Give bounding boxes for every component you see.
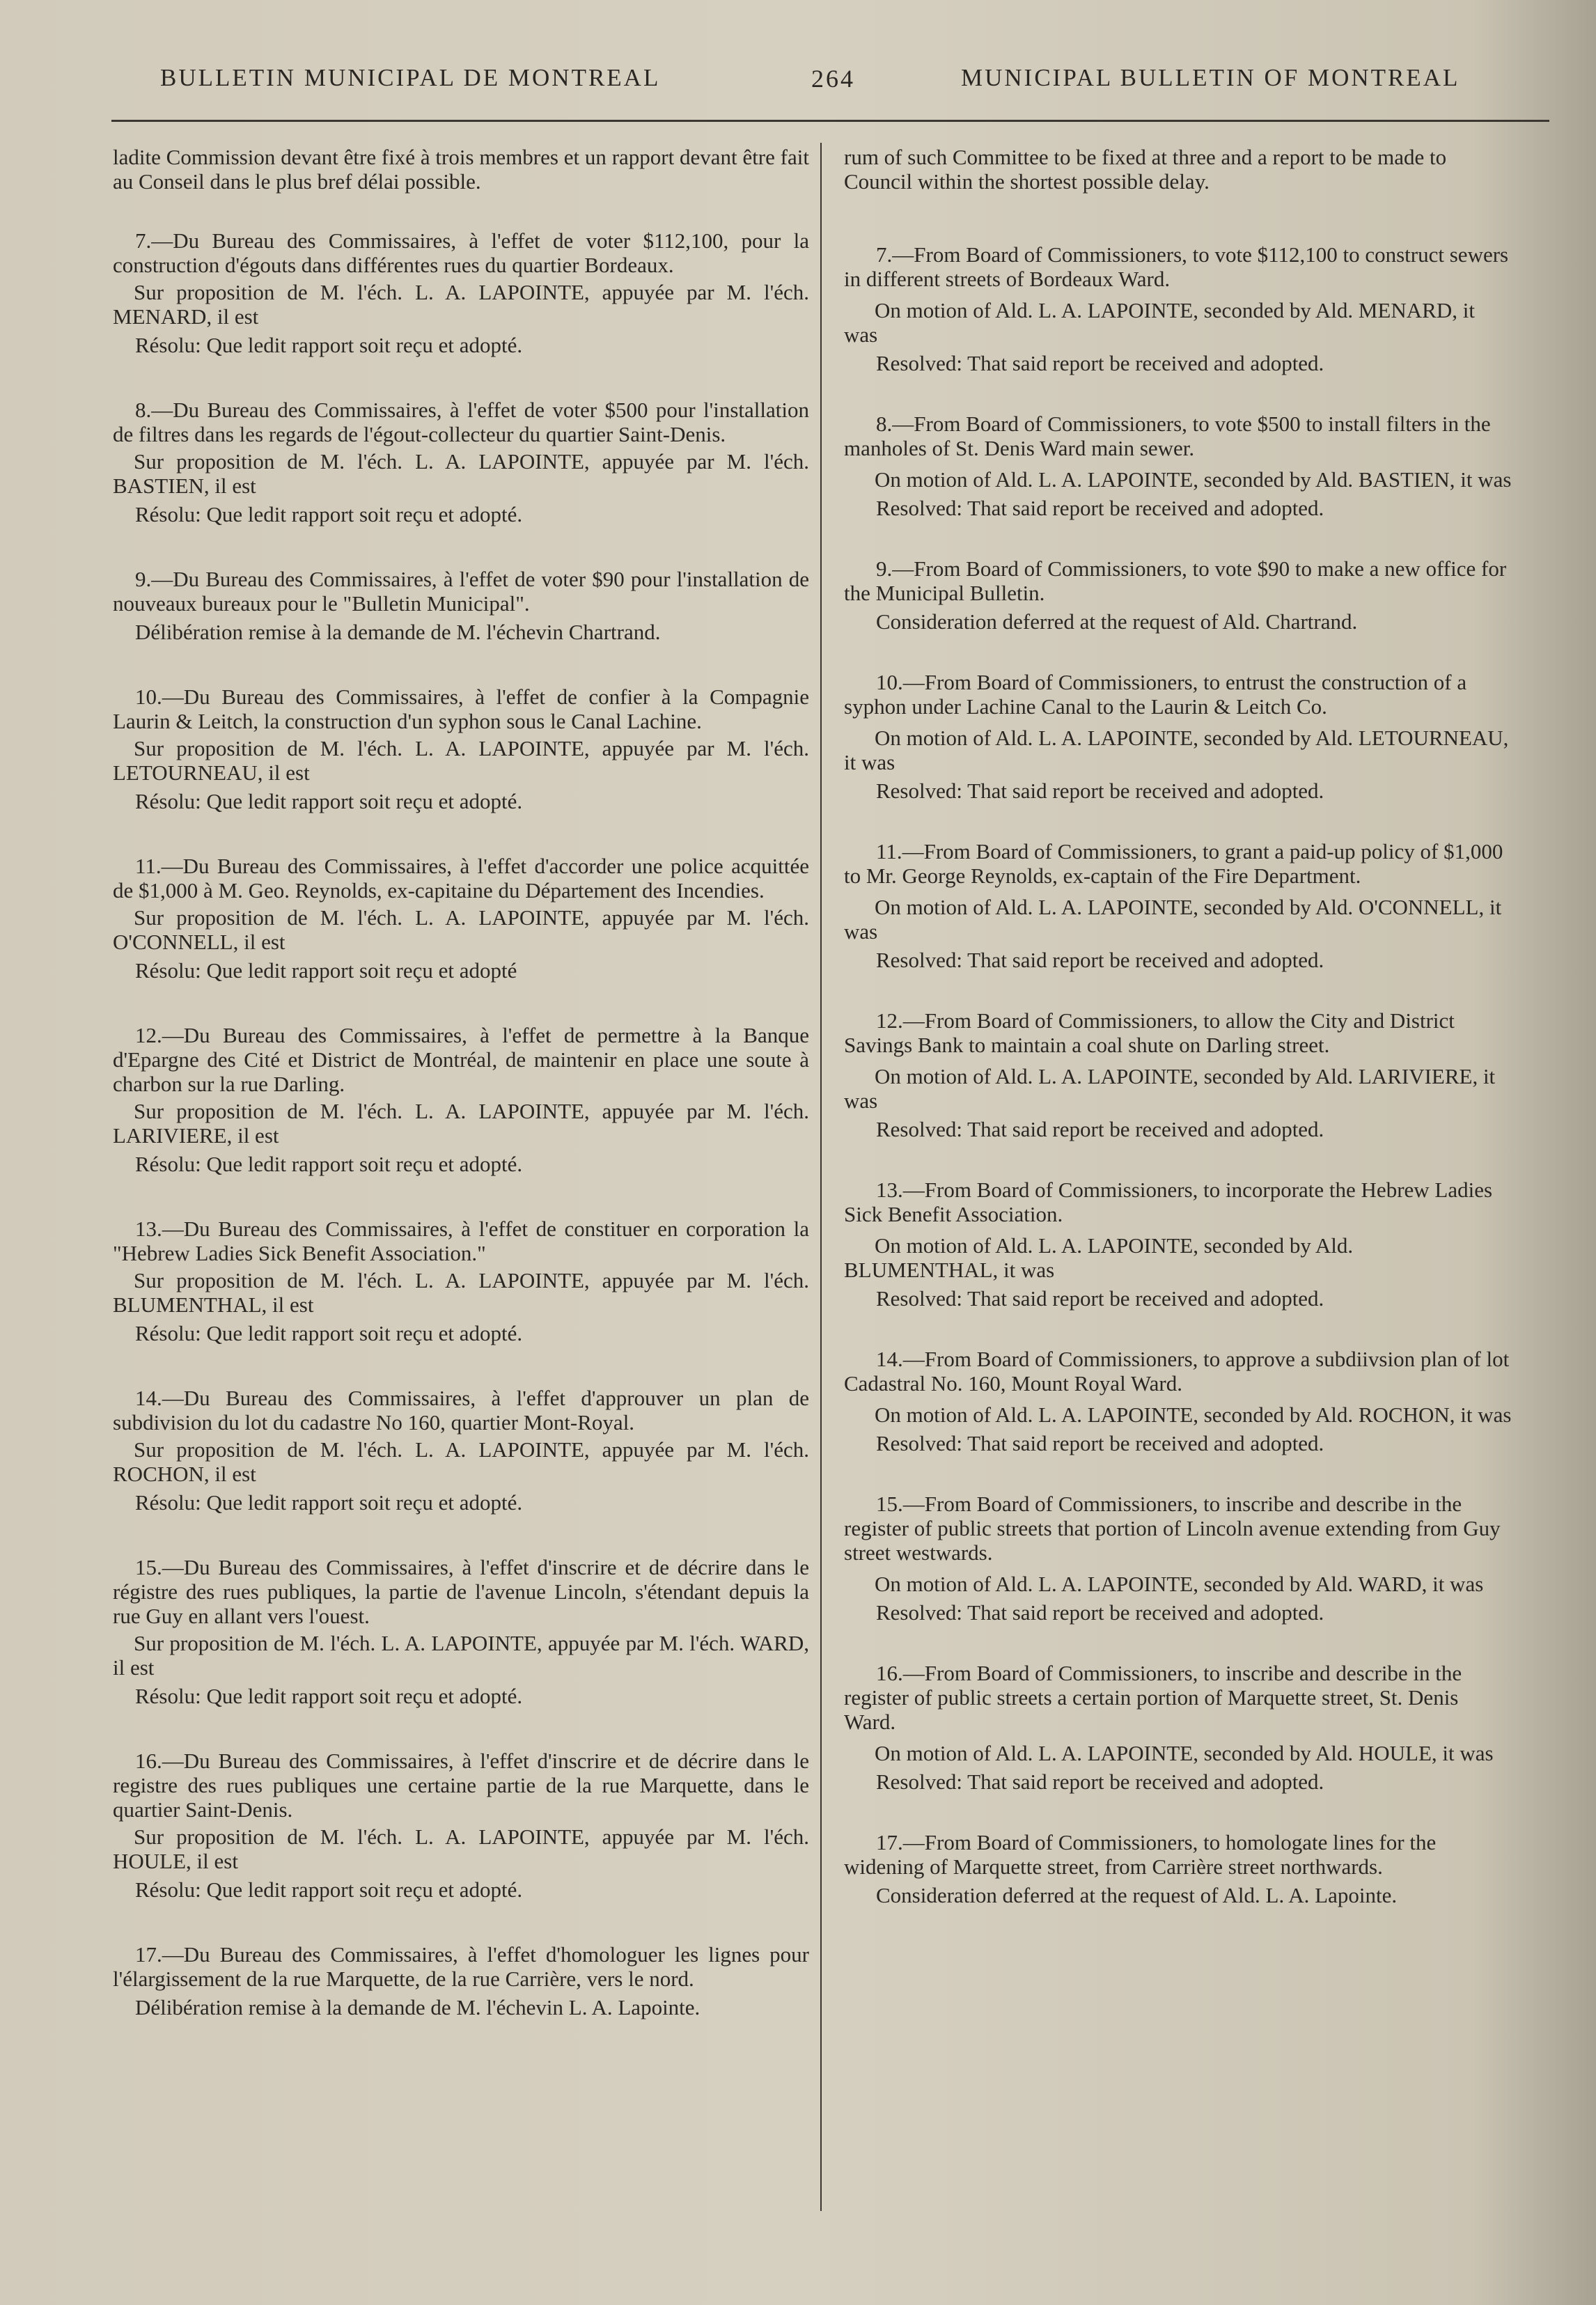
column-divider	[820, 143, 822, 2211]
item-resolution: Resolved: That said report be received and adopted.	[876, 1117, 1324, 1141]
item-motion: On motion of Ald. L. A. LAPOINTE, seconded by Ald. LETOURNEAU, it was	[844, 726, 1509, 774]
item-deferral: Consideration deferred at the request of Ald. L. A. Lapointe.	[876, 1883, 1398, 1907]
item-motion: On motion of Ald. L. A. LAPOINTE, seconded by Ald. WARD, it was	[875, 1572, 1484, 1596]
item-motion: On motion of Ald. L. A. LAPOINTE, seconded by Ald. LARIVIERE, it was	[844, 1064, 1496, 1113]
item-description: 13.—From Board of Commissioners, to incorporate the Hebrew Ladies Sick Benefit Association.	[844, 1178, 1493, 1226]
item-description: 8.—From Board of Commissioners, to vote $500 to install filters in the manholes of St. Denis Ward main sewer.	[844, 412, 1491, 460]
item-resolution: Résolu: Que ledit rapport soit reçu et adopté.	[135, 333, 523, 357]
item-description: 11.—Du Bureau des Commissaires, à l'effet d'accorder une police acquittée de $1,000 à M. Geo. Reynolds, ex-capitaine du Département des Incendies.	[113, 854, 809, 903]
french-resolution-item	[113, 398, 809, 526]
item-resolution: Resolved: That said report be received and adopted.	[876, 1769, 1324, 1794]
item-resolution: Resolved: That said report be received and adopted.	[876, 948, 1324, 972]
item-description: 16.—From Board of Commissioners, to inscribe and describe in the register of public streets a certain portion of Marquette street, St. Denis Ward.	[844, 1661, 1462, 1734]
item-motion: Sur proposition de M. l'éch. L. A. LAPOINTE, appuyée par M. l'éch. LARIVIERE, il est	[113, 1099, 809, 1148]
english-intro-text: rum of such Committee to be fixed at three and a report to be made to Council within the shortest possible delay.	[844, 145, 1447, 194]
french-column	[113, 145, 809, 2060]
english-resolution-item	[844, 1492, 1512, 1625]
english-resolution-item	[844, 1347, 1512, 1455]
item-description: 7.—Du Bureau des Commissaires, à l'effet de voter $112,100, pour la construction d'égouts dans différentes rues du quartier Bordeaux.	[113, 228, 809, 277]
item-description: 9.—Du Bureau des Commissaires, à l'effet de voter $90 pour l'installation de nouveaux bureaux pour le "Bulletin Municipal".	[113, 567, 809, 616]
item-resolution: Résolu: Que ledit rapport soit reçu et adopté.	[135, 789, 523, 813]
english-resolution-item	[844, 839, 1512, 972]
french-resolution-item	[113, 228, 809, 357]
item-motion: On motion of Ald. L. A. LAPOINTE, seconded by Ald. HOULE, it was	[875, 1741, 1494, 1765]
item-resolution: Resolved: That said report be received and adopted.	[876, 1286, 1324, 1311]
item-resolution: Résolu: Que ledit rapport soit reçu et adopté.	[135, 1490, 523, 1515]
item-resolution: Résolu: Que ledit rapport soit reçu et adopté.	[135, 1684, 523, 1708]
item-motion: On motion of Ald. L. A. LAPOINTE, seconded by Ald. ROCHON, it was	[875, 1402, 1512, 1427]
item-description: 12.—From Board of Commissioners, to allow the City and District Savings Bank to maintain a coal shute on Darling street.	[844, 1008, 1455, 1057]
item-resolution: Résolu: Que ledit rapport soit reçu et adopté.	[135, 502, 523, 526]
item-motion: On motion of Ald. L. A. LAPOINTE, seconded by Ald. MENARD, it was	[844, 298, 1475, 347]
french-resolution-item	[113, 567, 809, 644]
item-description: 17.—From Board of Commissioners, to homologate lines for the widening of Marquette street, from Carrière street northwards.	[844, 1830, 1437, 1879]
english-column	[844, 145, 1512, 1944]
english-resolution-item	[844, 556, 1512, 634]
item-resolution: Résolu: Que ledit rapport soit reçu et adopté.	[135, 1152, 523, 1176]
item-resolution: Resolved: That said report be received and adopted.	[876, 1600, 1324, 1625]
french-resolution-item	[113, 685, 809, 813]
english-resolution-item	[844, 1178, 1512, 1311]
item-motion: Sur proposition de M. l'éch. L. A. LAPOINTE, appuyée par M. l'éch. BASTIEN, il est	[113, 449, 809, 498]
item-resolution: Résolu: Que ledit rapport soit reçu et adopté.	[135, 1321, 523, 1345]
item-description: 10.—Du Bureau des Commissaires, à l'effet de confier à la Compagnie Laurin & Leitch, la construction d'un syphon sous le Canal Lachine.	[113, 685, 809, 733]
item-resolution: Resolved: That said report be received and adopted.	[876, 779, 1324, 803]
header-title-english: MUNICIPAL BULLETIN OF MONTREAL	[961, 64, 1460, 91]
item-motion: On motion of Ald. L. A. LAPOINTE, seconded by Ald. BLUMENTHAL, it was	[844, 1233, 1354, 1282]
item-motion: Sur proposition de M. l'éch. L. A. LAPOINTE, appuyée par M. l'éch. HOULE, il est	[113, 1825, 809, 1873]
french-intro	[113, 145, 809, 194]
french-resolution-item	[113, 854, 809, 983]
french-resolution-item	[113, 1386, 809, 1515]
item-description: 15.—Du Bureau des Commissaires, à l'effet d'inscrire et de décrire dans le régistre des rues publiques, la partie de l'avenue Lincoln, s'étendant depuis la rue Guy en allant vers l'ouest.	[113, 1555, 809, 1628]
item-description: 12.—Du Bureau des Commissaires, à l'effet de permettre à la Banque d'Epargne des Cité et District de Montréal, de maintenir en place une soute à charbon sur la rue Darling.	[113, 1023, 809, 1096]
item-description: 17.—Du Bureau des Commissaires, à l'effet d'homologuer les lignes pour l'élargissement de la rue Marquette, de la rue Carrière, vers le nord.	[113, 1942, 809, 1991]
item-deferral: Délibération remise à la demande de M. l'échevin L. A. Lapointe.	[135, 1995, 701, 2019]
page-header	[160, 64, 1504, 106]
english-resolution-item	[844, 670, 1512, 803]
english-resolution-item	[844, 1661, 1512, 1794]
french-intro-text: ladite Commission devant être fixé à trois membres et un rapport devant être fait au Conseil dans le plus bref délai possible.	[113, 145, 809, 194]
header-title-french: BULLETIN MUNICIPAL DE MONTREAL	[160, 64, 661, 91]
item-description: 11.—From Board of Commissioners, to grant a paid-up policy of $1,000 to Mr. George Reynolds, ex-captain of the Fire Department.	[844, 839, 1503, 888]
item-description: 14.—From Board of Commissioners, to approve a subdiivsion plan of lot Cadastral No. 160, Mount Royal Ward.	[844, 1347, 1510, 1396]
item-motion: Sur proposition de M. l'éch. L. A. LAPOINTE, appuyée par M. l'éch. WARD, il est	[113, 1631, 809, 1680]
item-description: 7.—From Board of Commissioners, to vote $112,100 to construct sewers in different streets of Bordeaux Ward.	[844, 242, 1509, 291]
item-description: 8.—Du Bureau des Commissaires, à l'effet de voter $500 pour l'installation de filtres dans les regards de l'égout-collecteur du quartier Saint-Denis.	[113, 398, 809, 446]
item-motion: On motion of Ald. L. A. LAPOINTE, seconded by Ald. BASTIEN, it was	[875, 467, 1512, 492]
english-intro	[844, 145, 1512, 194]
item-description: 15.—From Board of Commissioners, to inscribe and describe in the register of public streets that portion of Lincoln avenue extending from Guy street westwards.	[844, 1492, 1501, 1565]
item-description: 16.—Du Bureau des Commissaires, à l'effet d'inscrire et de décrire dans le registre des rues publiques une certaine partie de la rue Marquette, dans le quartier Saint-Denis.	[113, 1749, 809, 1822]
item-motion: On motion of Ald. L. A. LAPOINTE, seconded by Ald. O'CONNELL, it was	[844, 895, 1502, 944]
french-items	[113, 228, 809, 2019]
item-description: 9.—From Board of Commissioners, to vote $90 to make a new office for the Municipal Bulletin.	[844, 556, 1507, 605]
item-description: 14.—Du Bureau des Commissaires, à l'effet d'approuver un plan de subdivision du lot du cadastre No 160, quartier Mont-Royal.	[113, 1386, 809, 1435]
item-resolution: Résolu: Que ledit rapport soit reçu et adopté.	[135, 1877, 523, 1902]
french-resolution-item	[113, 1023, 809, 1176]
english-resolution-item	[844, 1008, 1512, 1141]
english-resolution-item	[844, 412, 1512, 520]
item-motion: Sur proposition de M. l'éch. L. A. LAPOINTE, appuyée par M. l'éch. BLUMENTHAL, il est	[113, 1268, 809, 1317]
item-motion: Sur proposition de M. l'éch. L. A. LAPOINTE, appuyée par M. l'éch. ROCHON, il est	[113, 1437, 809, 1486]
item-description: 13.—Du Bureau des Commissaires, à l'effet de constituer en corporation la "Hebrew Ladies Sick Benefit Association."	[113, 1217, 809, 1265]
item-motion: Sur proposition de M. l'éch. L. A. LAPOINTE, appuyée par M. l'éch. MENARD, il est	[113, 280, 809, 329]
item-motion: Sur proposition de M. l'éch. L. A. LAPOINTE, appuyée par M. l'éch. O'CONNELL, il est	[113, 905, 809, 954]
page-number: 264	[811, 65, 855, 93]
item-deferral: Consideration deferred at the request of Ald. Chartrand.	[876, 609, 1358, 634]
english-resolution-item	[844, 1830, 1512, 1907]
item-description: 10.—From Board of Commissioners, to entrust the construction of a syphon under Lachine Canal to the Laurin & Leitch Co.	[844, 670, 1467, 719]
english-items	[844, 242, 1512, 1907]
item-resolution: Resolved: That said report be received and adopted.	[876, 496, 1324, 520]
french-resolution-item	[113, 1555, 809, 1708]
english-resolution-item	[844, 242, 1512, 375]
item-resolution: Resolved: That said report be received and adopted.	[876, 1431, 1324, 1455]
header-rule	[111, 120, 1549, 122]
french-resolution-item	[113, 1217, 809, 1345]
item-resolution: Résolu: Que ledit rapport soit reçu et adopté	[135, 958, 517, 983]
item-deferral: Délibération remise à la demande de M. l'échevin Chartrand.	[135, 620, 661, 644]
french-resolution-item	[113, 1942, 809, 2019]
item-motion: Sur proposition de M. l'éch. L. A. LAPOINTE, appuyée par M. l'éch. LETOURNEAU, il est	[113, 736, 809, 785]
french-resolution-item	[113, 1749, 809, 1902]
item-resolution: Resolved: That said report be received and adopted.	[876, 351, 1324, 375]
